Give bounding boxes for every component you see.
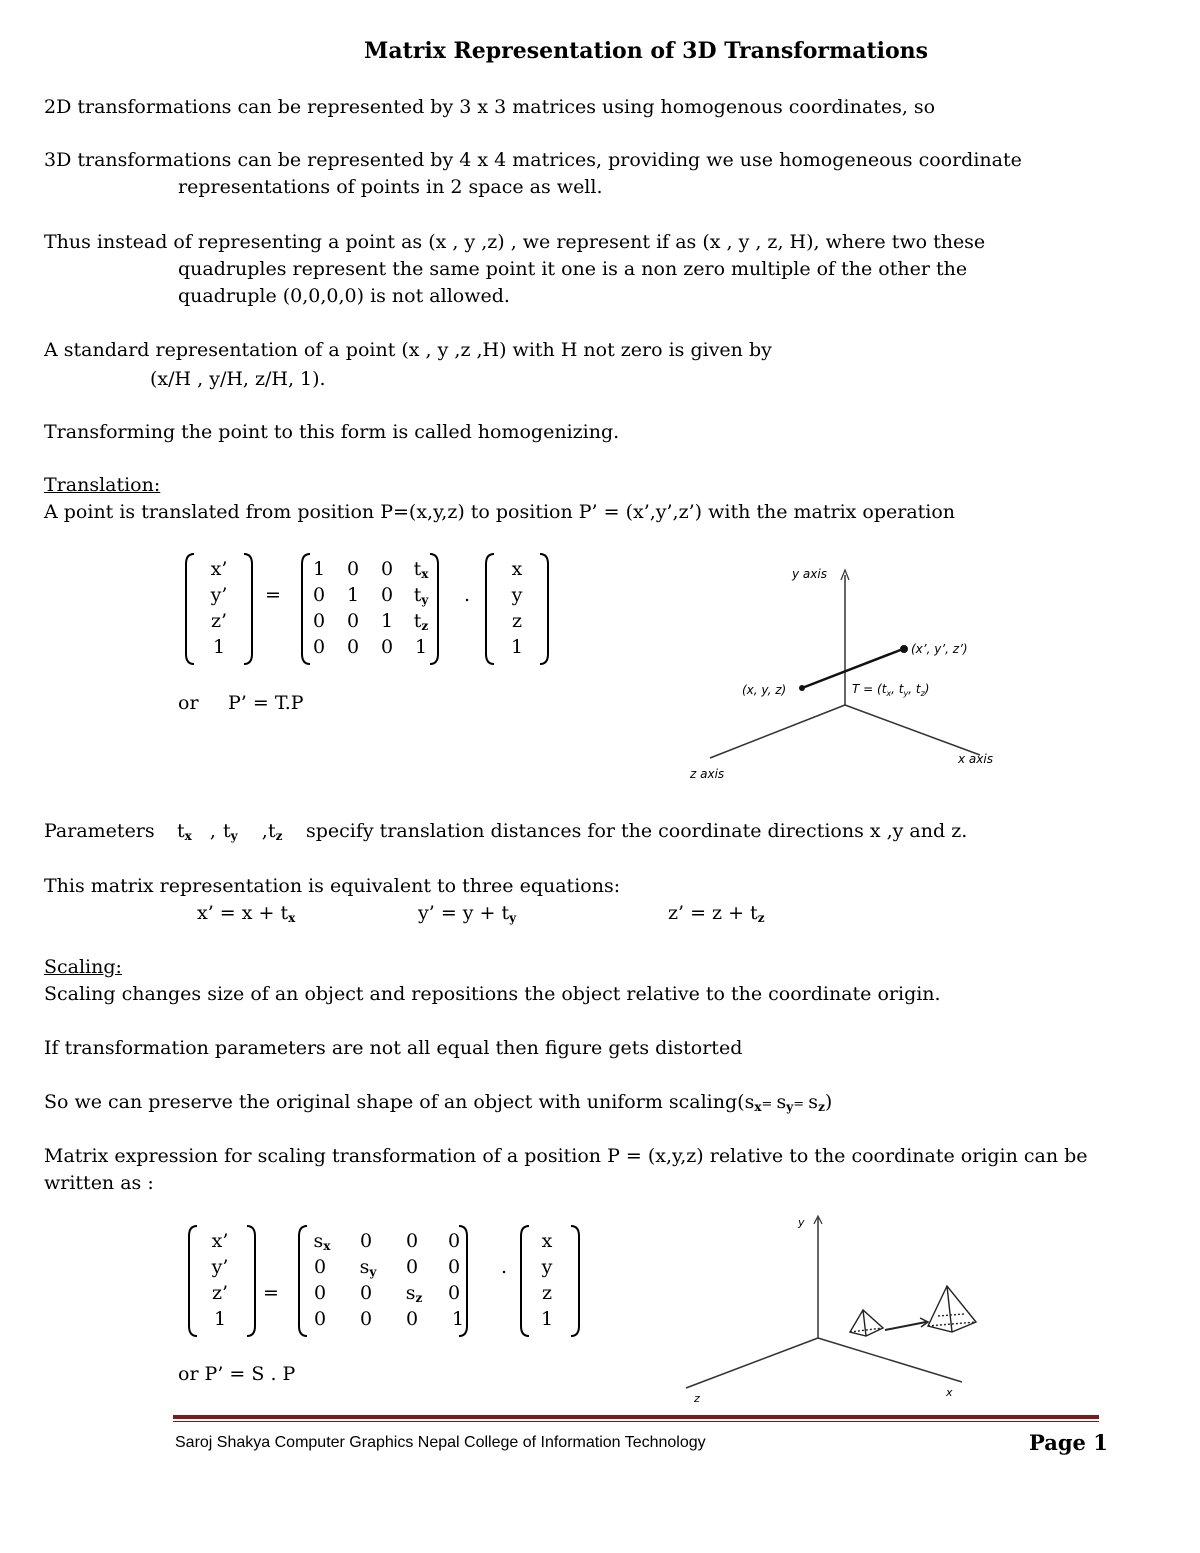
footer-text: Saroj Shakya Computer Graphics Nepal College of Information Technology: [175, 1434, 706, 1451]
fig-y-axis-label: y axis: [792, 567, 827, 581]
m-1-2: 0: [380, 584, 394, 606]
paragraph-2d: 2D transformations can be represented by 3 x 3 matrices using homogenous coordinates, so: [44, 96, 936, 118]
lhs-x: x’: [210, 558, 228, 580]
m-1-0: 0: [312, 584, 326, 606]
translation-params-text: specify translation distances for the coordinate directions x ,y and z.: [306, 820, 968, 842]
s-rhs-x: x: [541, 1230, 553, 1252]
scaling-heading: Scaling:: [44, 956, 122, 978]
scaling-paragraph-3: So we can preserve the original shape of an object with uniform $scaling(s_x= s_y= s_z)$: [44, 1091, 833, 1114]
fig-x-axis-label: x axis: [958, 752, 993, 766]
s-m-0-0: $s_x$: [313, 1230, 331, 1253]
translation-matrix-equation: [180, 550, 560, 670]
translation-param-tx: $t_x$ ,: [177, 820, 216, 843]
translation-short-form: P’ = T.P: [228, 692, 304, 714]
s-equals-sign: =: [263, 1282, 279, 1304]
translation-intro: A point is translated from position P=(x,y,z) to position P’ = (x’,y’,z’) with the matrix operation: [44, 501, 956, 523]
s-m-1-3: 0: [447, 1256, 461, 1278]
rhs-z: z: [511, 610, 522, 632]
m-3-3: 1: [414, 636, 428, 658]
s-rhs-z: z: [541, 1282, 552, 1304]
m-3-2: 0: [380, 636, 394, 658]
s-rhs-y: y: [541, 1256, 553, 1278]
rhs-y: y: [511, 584, 523, 606]
translation-param-ty: $t_y$ ,: [223, 820, 268, 843]
s-lhs-1: 1: [213, 1308, 227, 1330]
equation-x: x’ = $x + t_x$: [197, 902, 296, 925]
scaling-fig-x-label: x: [946, 1386, 953, 1399]
scaling-paragraph-2: If transformation parameters are not all equal then figure gets distorted: [44, 1037, 743, 1059]
translation-params-label: Parameters: [44, 820, 155, 842]
scaling-paragraph-1: Scaling changes size of an object and repositions the object relative to the coordinate origin.: [44, 983, 941, 1005]
large-pyramid-icon: [928, 1286, 976, 1332]
paragraph-standard-line1: A standard representation of a point (x , y ,z ,H) with H not zero is given by: [44, 339, 772, 361]
paragraph-quadruple-line3: quadruple (0,0,0,0) is not allowed.: [178, 285, 510, 307]
m-3-0: 0: [312, 636, 326, 658]
rhs-1: 1: [510, 636, 524, 658]
s-rhs-1: 1: [540, 1308, 554, 1330]
m-0-1: 0: [346, 558, 360, 580]
m-1-3: $t_y$: [413, 584, 429, 607]
equals-sign: =: [265, 584, 281, 606]
scaling-fig-z-label: z: [694, 1392, 700, 1405]
dot-operator: .: [463, 584, 471, 606]
translation-heading: Translation:: [44, 474, 161, 496]
paragraph-quadruple-line1: Thus instead of representing a point as (x , y ,z) , we represent if as (x , y , z, H), where two these: [44, 231, 986, 253]
m-1-1: 1: [346, 584, 360, 606]
equation-y: y’ = $y + t_y$: [418, 902, 517, 925]
scaling-short-form: or P’ = S . P: [178, 1363, 296, 1385]
translation-figure: [690, 560, 1010, 790]
s-m-1-2: 0: [405, 1256, 419, 1278]
s-m-2-3: 0: [447, 1282, 461, 1304]
m-3-1: 0: [346, 636, 360, 658]
scaling-paragraph-4-line1: Matrix expression for scaling transformation of a position P = (x,y,z) relative to the coordinate origin can be: [44, 1145, 1088, 1167]
fig-z-axis-label: z axis: [690, 767, 725, 781]
fig-point-prime-label: (x’, y’, z’): [911, 642, 968, 656]
rhs-x: x: [511, 558, 523, 580]
scaling-matrix-equation: [183, 1222, 593, 1342]
equation-z: z’ = $z + t_z$: [668, 902, 765, 925]
scaling-fig-y-label: y: [798, 1216, 805, 1229]
s-m-0-3: 0: [447, 1230, 461, 1252]
s-m-3-0: 0: [313, 1308, 327, 1330]
fig-vector-label: $T = (t_x$, $t_y$, $t_z$): [852, 682, 930, 698]
s-m-3-1: 0: [359, 1308, 373, 1330]
lhs-z: z’: [210, 610, 228, 632]
m-0-0: 1: [312, 558, 326, 580]
paragraph-3d-line1: 3D transformations can be represented by 4 x 4 matrices, providing we use homogeneous coordinate: [44, 149, 1022, 171]
small-pyramid-icon: [850, 1310, 883, 1336]
m-2-3: $t_z$: [413, 610, 429, 633]
m-0-2: 0: [380, 558, 394, 580]
s-m-2-2: $s_z$: [405, 1282, 423, 1305]
paragraph-homogenizing: Transforming the point to this form is called homogenizing.: [44, 421, 620, 443]
s-m-0-2: 0: [405, 1230, 419, 1252]
s-m-2-0: 0: [313, 1282, 327, 1304]
footer-rule-thin: [173, 1421, 1099, 1422]
paragraph-standard-line2: (x/H , y/H, z/H, 1).: [150, 368, 326, 390]
lhs-y: y’: [210, 584, 228, 606]
page-title: Matrix Representation of 3D Transformations: [364, 38, 929, 64]
s-m-0-1: 0: [359, 1230, 373, 1252]
translation-short-or: or: [178, 692, 199, 714]
s-m-3-2: 0: [405, 1308, 419, 1330]
s-lhs-y: y’: [211, 1256, 229, 1278]
scaling-figure: [680, 1210, 990, 1410]
s-m-1-0: 0: [313, 1256, 327, 1278]
m-2-1: 0: [346, 610, 360, 632]
s-m-2-1: 0: [359, 1282, 373, 1304]
s-lhs-z: z’: [211, 1282, 229, 1304]
s-lhs-x: x’: [211, 1230, 229, 1252]
s-m-3-3: 1: [451, 1308, 465, 1330]
translation-equivalent: This matrix representation is equivalent to three equations:: [44, 875, 621, 897]
scaling-paragraph-4-line2: written as :: [44, 1172, 154, 1194]
translation-param-tz: $t_z$: [268, 820, 283, 843]
footer-rule-thick: [173, 1415, 1099, 1419]
s-m-1-1: $s_y$: [359, 1256, 377, 1279]
m-2-0: 0: [312, 610, 326, 632]
m-2-2: 1: [380, 610, 394, 632]
lhs-1: 1: [212, 636, 226, 658]
paragraph-3d-line2: representations of points in 2 space as well.: [178, 176, 603, 198]
page-number: Page 1: [1029, 1430, 1108, 1455]
s-dot-operator: .: [500, 1256, 508, 1278]
m-0-3: $t_x$: [413, 558, 429, 581]
paragraph-quadruple-line2: quadruples represent the same point it one is a non zero multiple of the other the: [178, 258, 968, 280]
fig-point-label: (x, y, z): [742, 683, 787, 697]
